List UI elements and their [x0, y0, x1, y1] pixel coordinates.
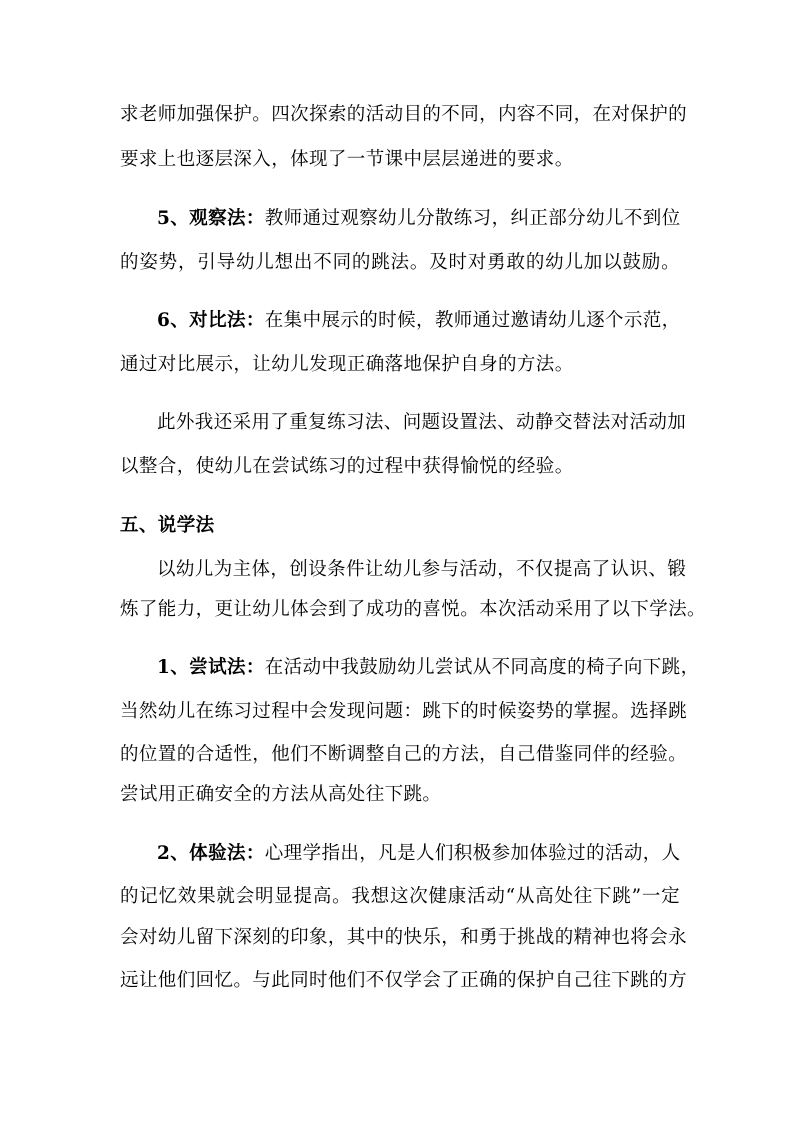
paragraph-line: 当然幼儿在练习过程中会发现问题：跳下的时候姿势的掌握。选择跳	[120, 701, 688, 722]
paragraph-line: 的位置的合适性，他们不断调整自己的方法，自己借鉴同伴的经验。	[120, 744, 688, 765]
paragraph-line: 炼了能力，更让幼儿体会到了成功的喜悦。本次活动采用了以下学法。	[120, 599, 706, 620]
item-label: 5、观察法：	[157, 208, 265, 229]
list-item-contrast	[157, 308, 680, 334]
paragraph-line: 以整合，使幼儿在尝试练习的过程中获得愉悦的经验。	[120, 456, 574, 477]
paragraph-line: 远让他们回忆。与此同时他们不仅学会了正确的保护自己往下跳的方	[120, 970, 688, 991]
item-label: 6、对比法：	[157, 310, 265, 331]
paragraph-line: 求老师加强保护。四次探索的活动目的不同，内容不同，在对保护的	[120, 104, 688, 125]
list-item-experience	[157, 841, 680, 867]
item-text: 在活动中我鼓励幼儿尝试从不同高度的椅子向下跳，	[264, 657, 700, 678]
paragraph-line: 以幼儿为主体，创设条件让幼儿参与活动，不仅提高了认识、锻	[157, 559, 687, 580]
paragraph-line: 通过对比展示，让幼儿发现正确落地保护自身的方法。	[120, 354, 574, 375]
paragraph-line: 要求上也逐层深入，体现了一节课中层层递进的要求。	[120, 149, 574, 170]
paragraph-line: 尝试用正确安全的方法从高处往下跳。	[120, 784, 442, 805]
item-text: 在集中展示的时候，教师通过邀请幼儿逐个示范，	[264, 310, 681, 331]
paragraph-line: 此外我还采用了重复练习法、问题设置法、动静交替法对活动加	[157, 412, 687, 433]
paragraph-line: 会对幼儿留下深刻的印象，其中的快乐，和勇于挑战的精神也将会永	[120, 927, 688, 948]
paragraph-line: 的记忆效果就会明显提高。我想这次健康活动“从高处往下跳”一定	[120, 886, 680, 907]
item-label: 2、体验法：	[157, 843, 265, 864]
item-text: 心理学指出，凡是人们积极参加体验过的活动，人	[264, 843, 681, 864]
list-item-observe	[157, 206, 680, 232]
paragraph-line: 的姿势，引导幼儿想出不同的跳法。及时对勇敢的幼儿加以鼓励。	[120, 252, 680, 273]
item-label: 1、尝试法：	[157, 657, 265, 678]
list-item-attempt	[157, 655, 700, 681]
item-text: 教师通过观察幼儿分散练习，纠正部分幼儿不到位	[264, 208, 681, 229]
section-heading: 五、说学法	[120, 515, 215, 536]
